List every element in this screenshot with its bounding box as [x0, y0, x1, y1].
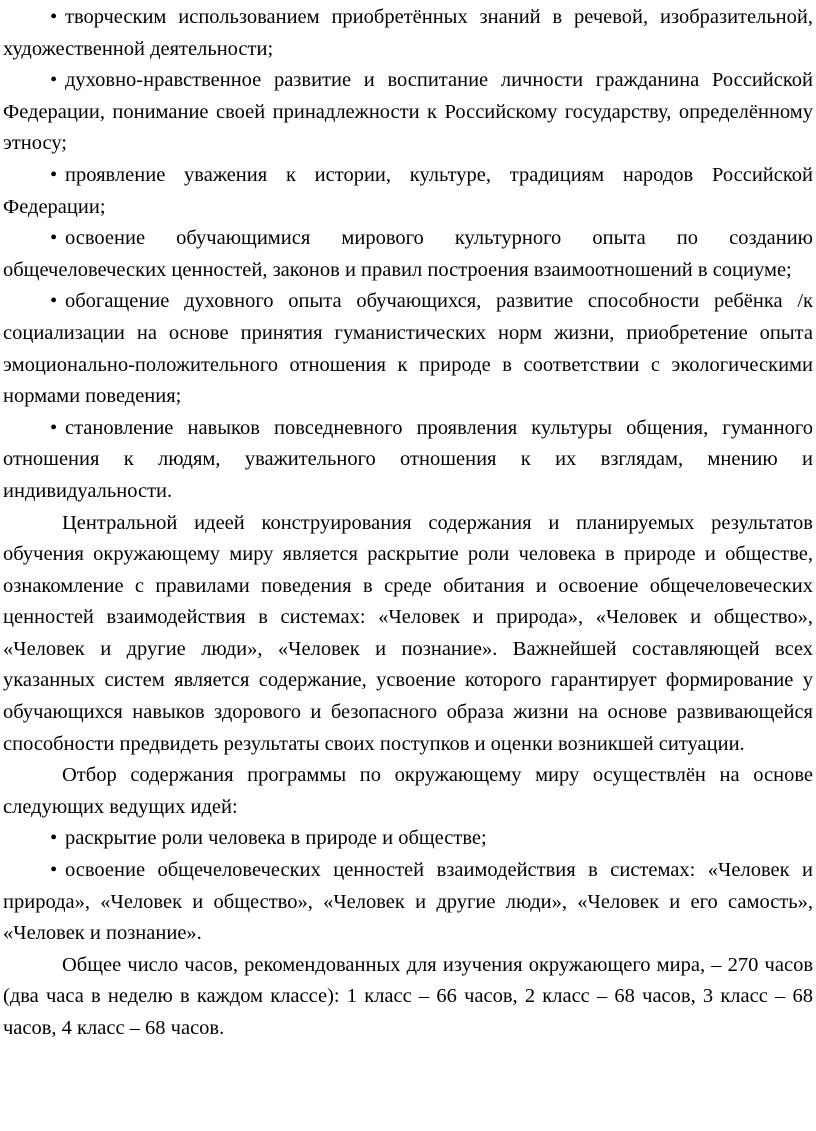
bullet-text: раскрытие роли человека в природе и обществе;: [65, 827, 487, 850]
bullet-dot-icon: •: [50, 163, 58, 186]
paragraph-content-selection: Отбор содержания программы по окружающему миру осуществлён на основе следующих ведущих идей:: [3, 764, 813, 818]
bullet-dot-icon: •: [50, 827, 58, 850]
bullet-text: становление навыков повседневного проявления культуры общения, гуманного отношения к людям, уважительного отношения к их взглядам, мнению и индивидуальности.: [3, 416, 813, 502]
paragraph-central-idea: Центральной идеей конструирования содержания и планируемых результатов обучения окружающему миру является раскрытие роли человека в природе и обществе, ознакомление с правилами поведения в среде обитания и освоение общечеловеческих ценностей взаимодействия в системах: «Человек и природа», «Человек и общество», «Человек и другие люди», «Человек и познание». Важнейшей составляющей всех указанных систем является содержание, усвоение которого гарантирует формирование у обучающихся навыков здорового и безопасного образа жизни на основе развивающейся способности предвидеть результаты своих поступков и оценки возникшей ситуации.: [3, 511, 813, 755]
bullet-item-6: [3, 413, 813, 508]
bullet-text: освоение обучающимися мирового культурного опыта по созданию общечеловеческих ценностей, законов и правил построения взаимоотношений в социуме;: [3, 227, 813, 281]
paragraph-total-hours: Общее число часов, рекомендованных для изучения окружающего мира, – 270 часов (два часа в неделю в каждом классе): 1 класс – 66 часов, 2 класс – 68 часов, 3 класс – 68 часов, 4 класс – 68 часов.: [3, 953, 813, 1039]
bullet-dot-icon: •: [50, 859, 58, 882]
bullet-item-5: [3, 286, 813, 412]
bullet-text: проявление уважения к истории, культуре, традициям народов Российской Федерации;: [3, 163, 813, 218]
bullet-dot-icon: •: [50, 416, 58, 439]
bullet-text: освоение общечеловеческих ценностей взаимодействия в системах: «Человек и природа», «Человек и общество», «Человек и другие люди», «Человек и его самость», «Человек и познание».: [3, 859, 813, 945]
bullet-item-8: [3, 855, 813, 950]
bullet-text: духовно-нравственное развитие и воспитание личности гражданина Российской Федерации, понимание своей принадлежности к Российскому государству, определённому этносу;: [3, 69, 813, 155]
bullet-item-3: [3, 160, 813, 223]
bullet-item-2: [3, 65, 813, 160]
bullet-text: творческим использованием приобретённых знаний в речевой, изобразительной, художественной деятельности;: [3, 6, 813, 60]
bullet-item-1: [3, 2, 813, 65]
bullet-dot-icon: •: [50, 6, 58, 28]
bullet-item-4: [3, 223, 813, 286]
bullet-dot-icon: •: [50, 227, 58, 250]
bullet-dot-icon: •: [50, 290, 58, 313]
bullet-dot-icon: •: [50, 69, 58, 92]
bullet-text: обогащение духовного опыта обучающихся, развитие способности ребёнка /к социализации на основе принятия гуманистических норм жизни, приобретение опыта эмоционально-положительного отношения к природе в соответствии с экологическими нормами поведения;: [3, 290, 813, 408]
bullet-item-7: [3, 823, 813, 855]
